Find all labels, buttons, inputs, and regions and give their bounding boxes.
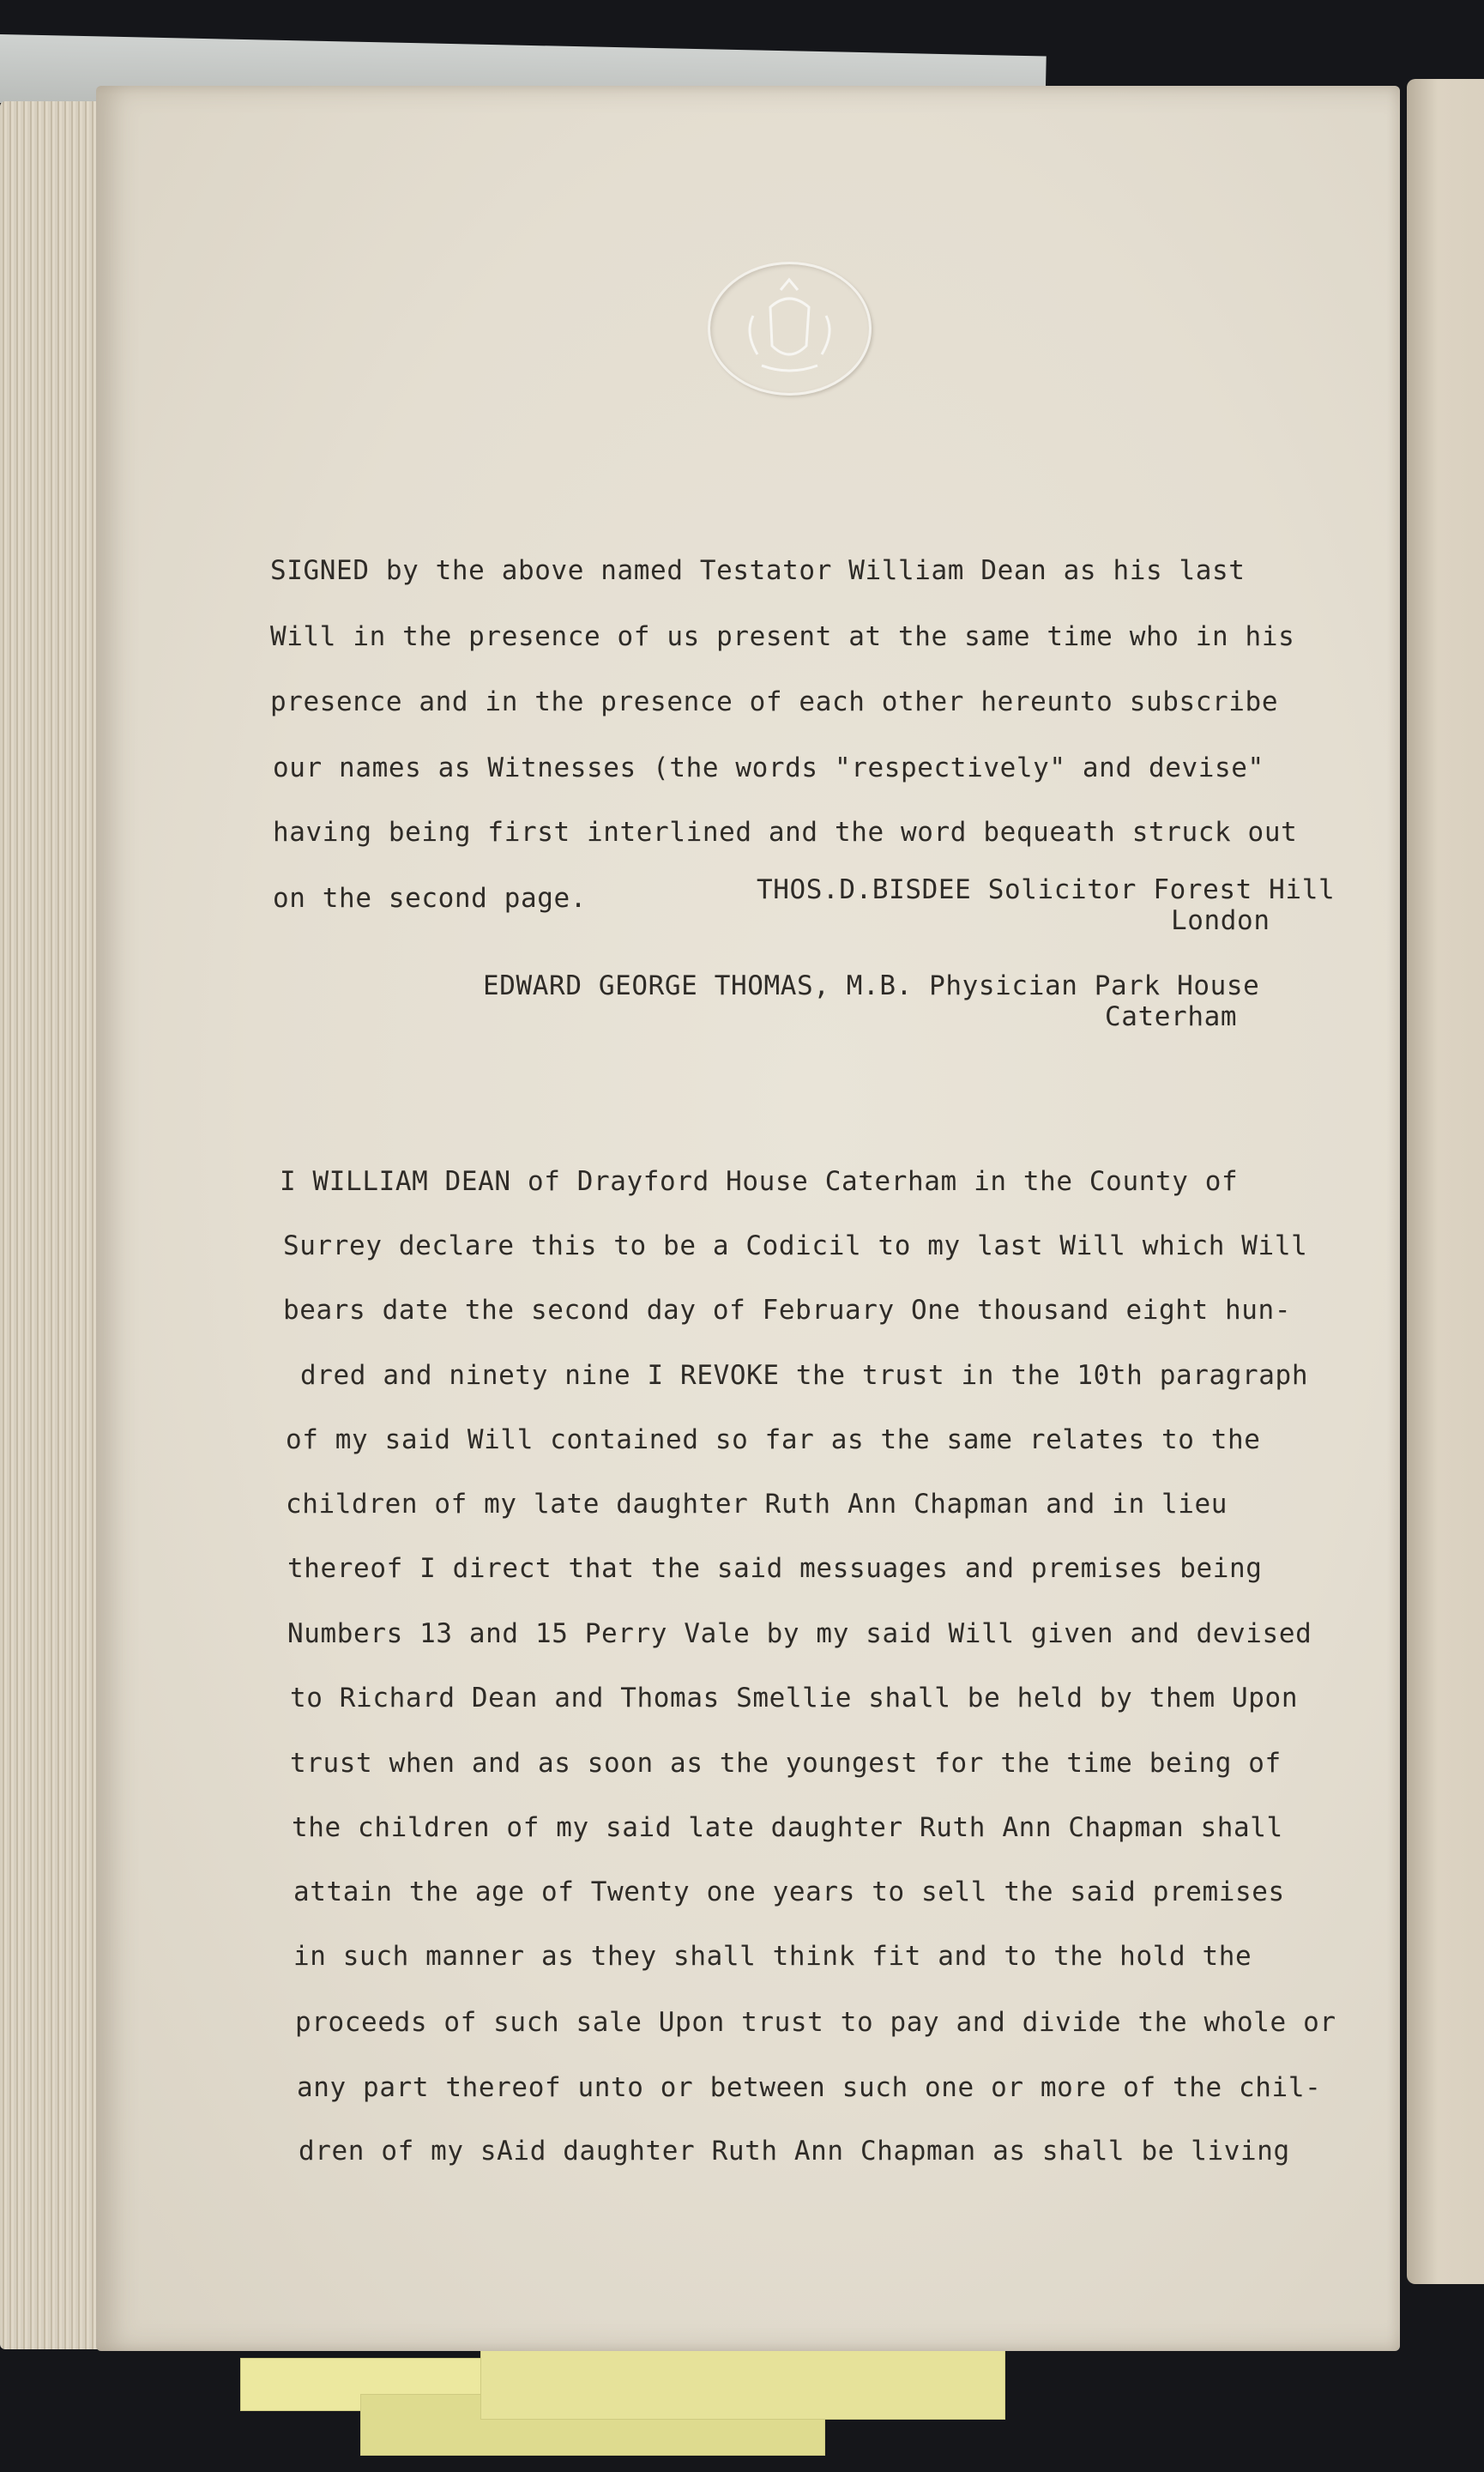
attestation-line: on the second page. (273, 883, 588, 914)
attestation-line: SIGNED by the above named Testator William Dean as his last (270, 555, 1246, 586)
codicil-line: Numbers 13 and 15 Perry Vale by my said Will given and devised (287, 1618, 1312, 1649)
codicil-line: dren of my sAid daughter Ruth Ann Chapman as shall be living (299, 2136, 1290, 2167)
witness-1-name: THOS.D.BISDEE Solicitor Forest Hill (757, 874, 1336, 905)
codicil-line: to Richard Dean and Thomas Smellie shall be held by them Upon (290, 1683, 1299, 1713)
attestation-line: our names as Witnesses (the words "respectively" and devise" (273, 752, 1264, 783)
codicil-line: trust when and as soon as the youngest for the time being of (290, 1748, 1282, 1779)
codicil-line: of my said Will contained so far as the same relates to the (286, 1424, 1261, 1455)
embossed-seal-icon (708, 262, 872, 396)
codicil-line: the children of my said late daughter Ruth Ann Chapman shall (292, 1812, 1283, 1843)
attestation-line: having being first interlined and the word bequeath struck out (273, 817, 1298, 848)
attestation-line: Will in the presence of us present at the same time who in his (270, 621, 1295, 652)
witness-1-place: London (1171, 905, 1270, 936)
attestation-line: presence and in the presence of each other hereunto subscribe (270, 686, 1279, 717)
codicil-line: children of my late daughter Ruth Ann Chapman and in lieu (286, 1489, 1228, 1520)
right-page-edge (1407, 79, 1484, 2284)
seal-crest (710, 264, 869, 393)
yellow-tab (480, 2341, 1005, 2420)
codicil-line: attain the age of Twenty one years to sell the said premises (293, 1877, 1285, 1907)
witness-2-name: EDWARD GEORGE THOMAS, M.B. Physician Park House (483, 970, 1260, 1001)
codicil-line: any part thereof unto or between such one or more of the chil- (297, 2072, 1322, 2103)
codicil-line: in such manner as they shall think fit and to the hold the (293, 1941, 1252, 1972)
codicil-line: Surrey declare this to be a Codicil to my last Will which Will (283, 1230, 1308, 1261)
codicil-line: proceeds of such sale Upon trust to pay and divide the whole or (295, 2007, 1336, 2038)
witness-2-place: Caterham (1105, 1001, 1238, 1032)
codicil-line: thereof I direct that the said messuages and premises being (287, 1553, 1263, 1584)
codicil-line: dred and ninety nine I REVOKE the trust in the 10th paragraph (300, 1360, 1309, 1391)
codicil-line: I WILLIAM DEAN of Drayford House Caterham in the County of (280, 1166, 1239, 1197)
codicil-line: bears date the second day of February One thousand eight hun- (283, 1295, 1292, 1326)
